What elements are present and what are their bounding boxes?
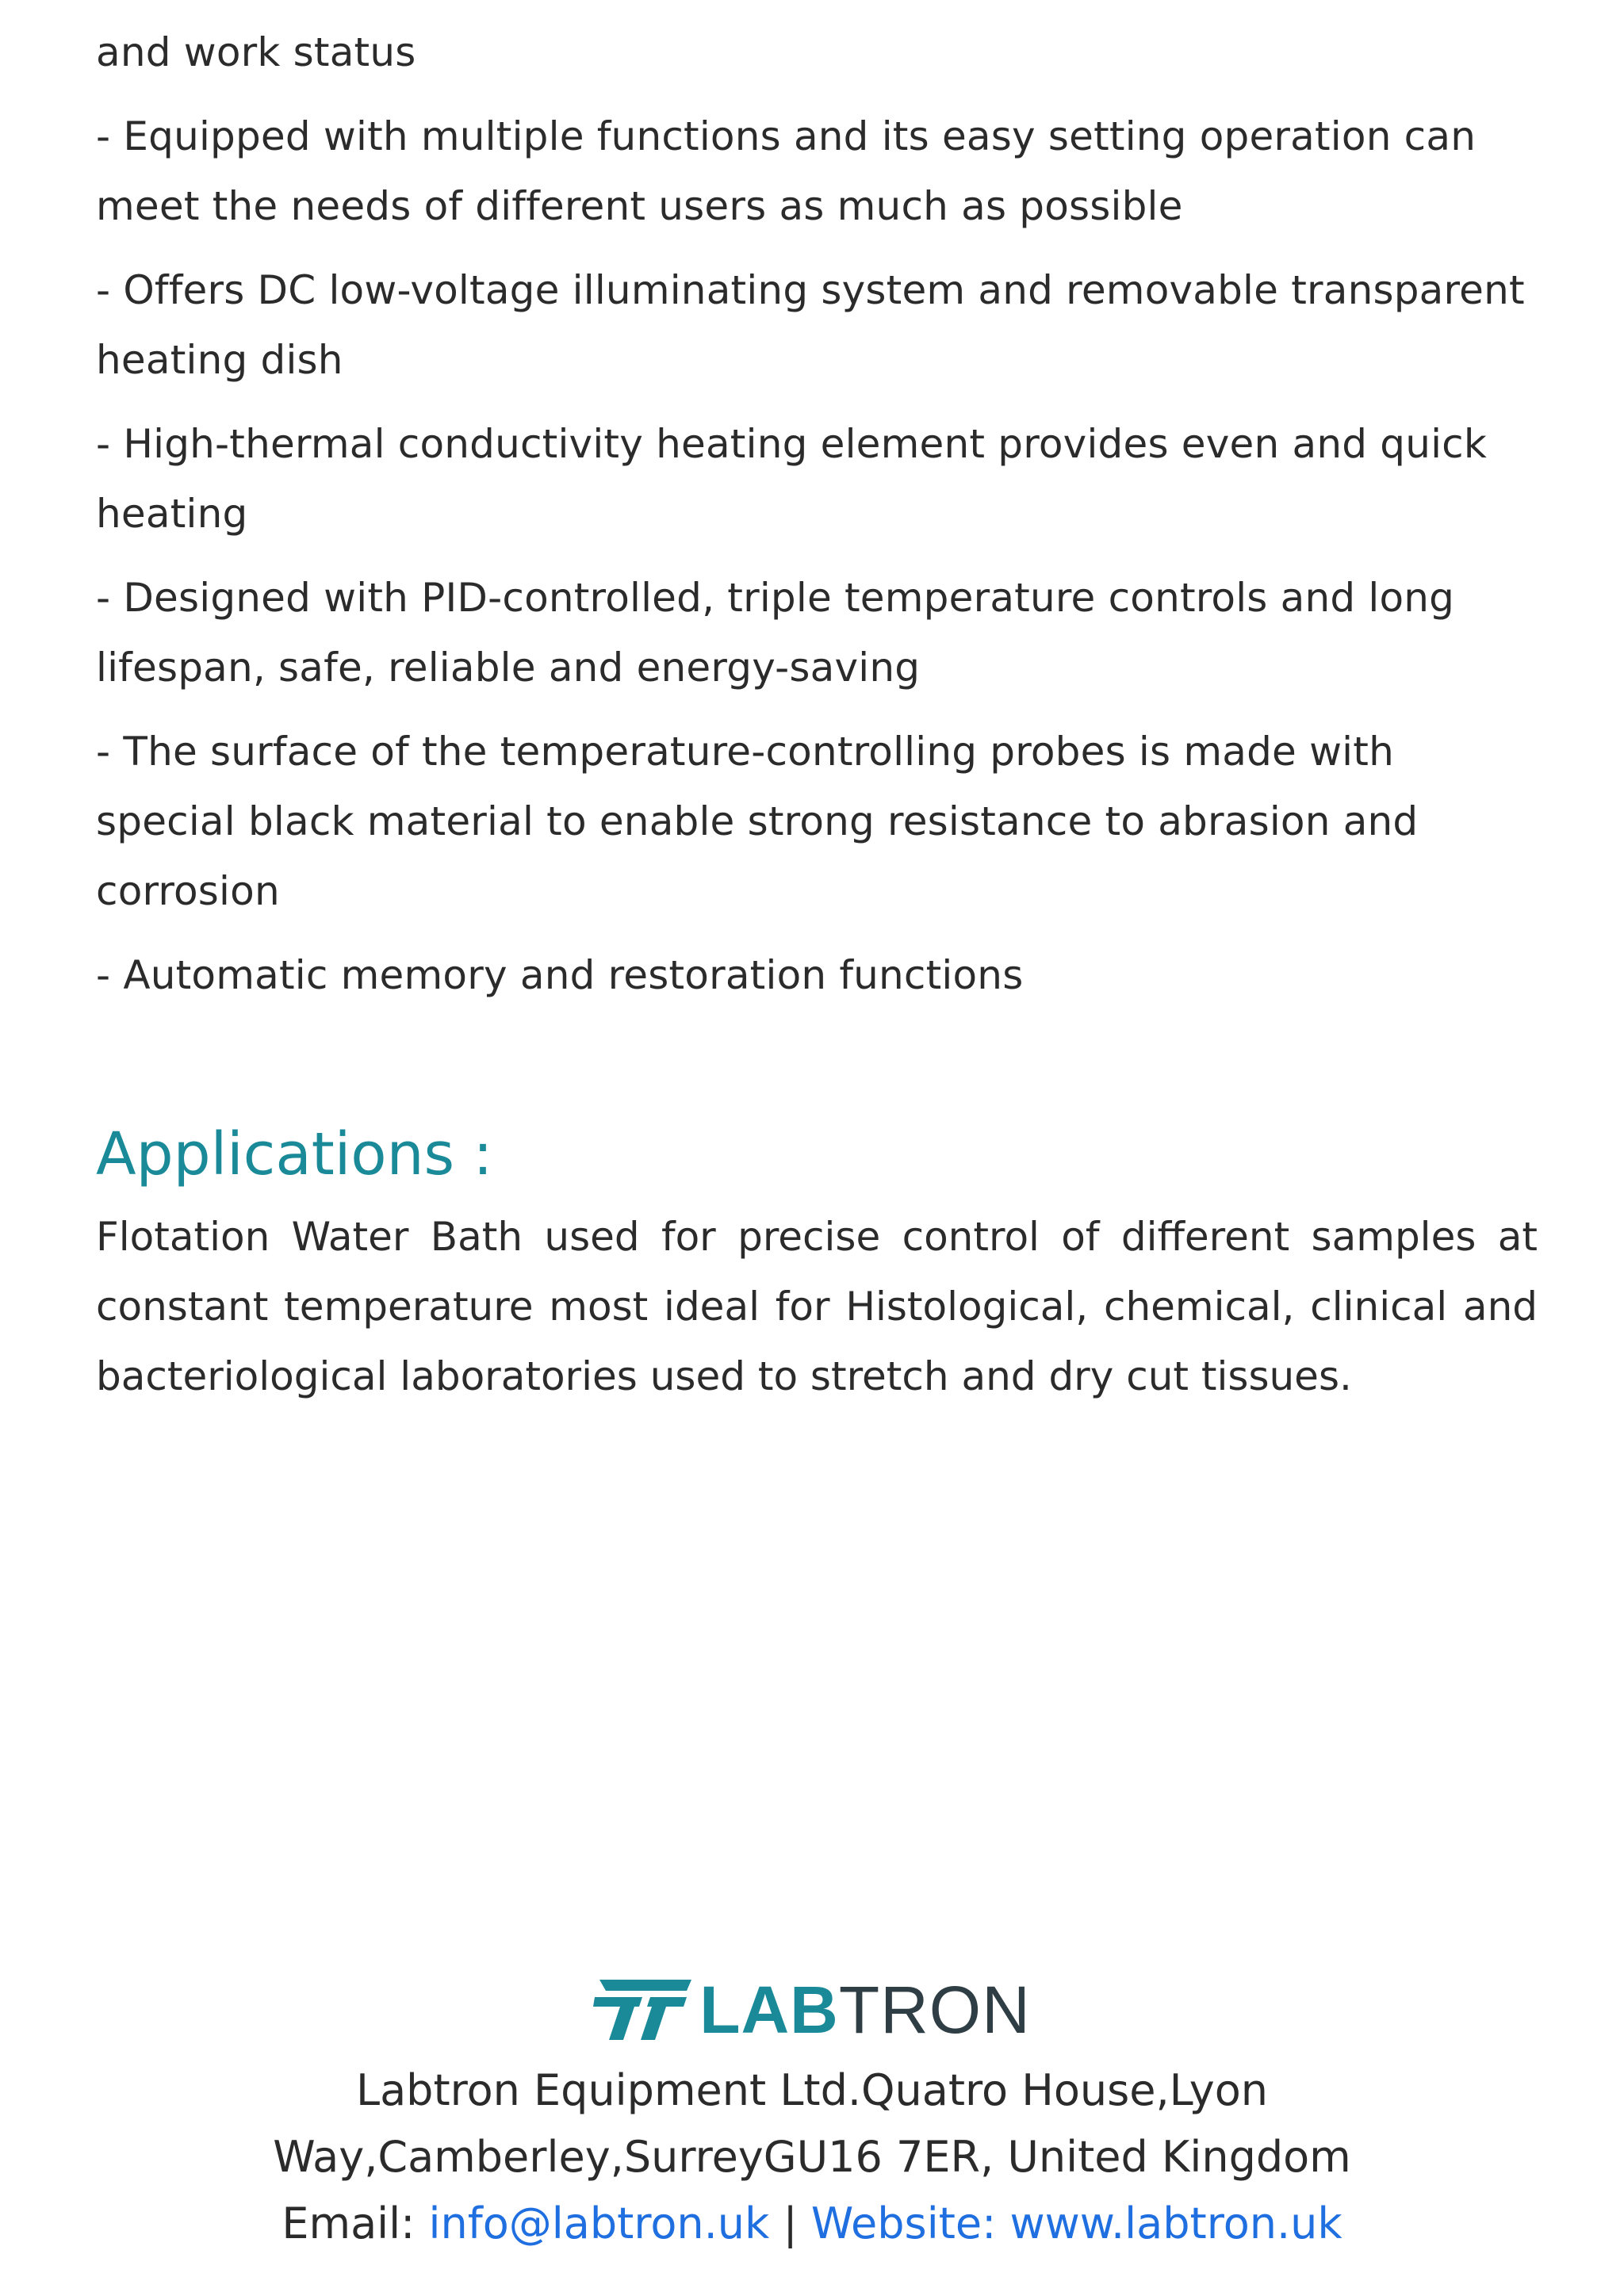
labtron-logo [593, 1974, 1031, 2045]
separator: | [769, 2198, 811, 2248]
address-line-2: Way,Camberley,SurreyGU16 7ER, United Kingdom [273, 2132, 1351, 2182]
document-body [96, 17, 1538, 1411]
email-link[interactable]: info@labtron.uk [428, 2198, 770, 2248]
feature-item-illumination: - Offers DC low-voltage illuminating system and removable transparent heating dish [96, 267, 1525, 383]
feature-item-memory: - Automatic memory and restoration functions [96, 952, 1024, 998]
address-line-1: Labtron Equipment Ltd.Quatro House,Lyon [355, 2065, 1268, 2115]
email-label: Email: [282, 2198, 429, 2248]
logo-text-tron: TRON [838, 1973, 1031, 2047]
applications-text: Flotation Water Bath used for precise control of different samples at constant temperature most ideal for Histological, chemical, clinical and bacteriological laboratories used to stretch and dry cut tissues. [96, 1214, 1538, 1399]
feature-item-heating-element: - High-thermal conductivity heating element provides even and quick heating [96, 421, 1488, 537]
footer [0, 1974, 1624, 2257]
feature-line-continued: and work status [96, 29, 416, 75]
applications-heading: Applications : [96, 1120, 493, 1188]
website-link[interactable]: Website: www.labtron.uk [810, 2198, 1342, 2248]
feature-item-functions: - Equipped with multiple functions and its easy setting operation can meet the needs of different users as much as possible [96, 113, 1477, 229]
logo-text [699, 1974, 1031, 2045]
logo-text-lab: LAB [699, 1973, 839, 2047]
feature-item-pid-control: - Designed with PID-controlled, triple temperature controls and long lifespan, safe, reliable and energy-saving [96, 575, 1455, 691]
feature-item-probe-surface: - The surface of the temperature-controlling probes is made with special black material to enable strong resistance to abrasion and corrosion [96, 729, 1419, 914]
contact-line [0, 2191, 1624, 2257]
labtron-logo-mark-icon [593, 1976, 691, 2043]
